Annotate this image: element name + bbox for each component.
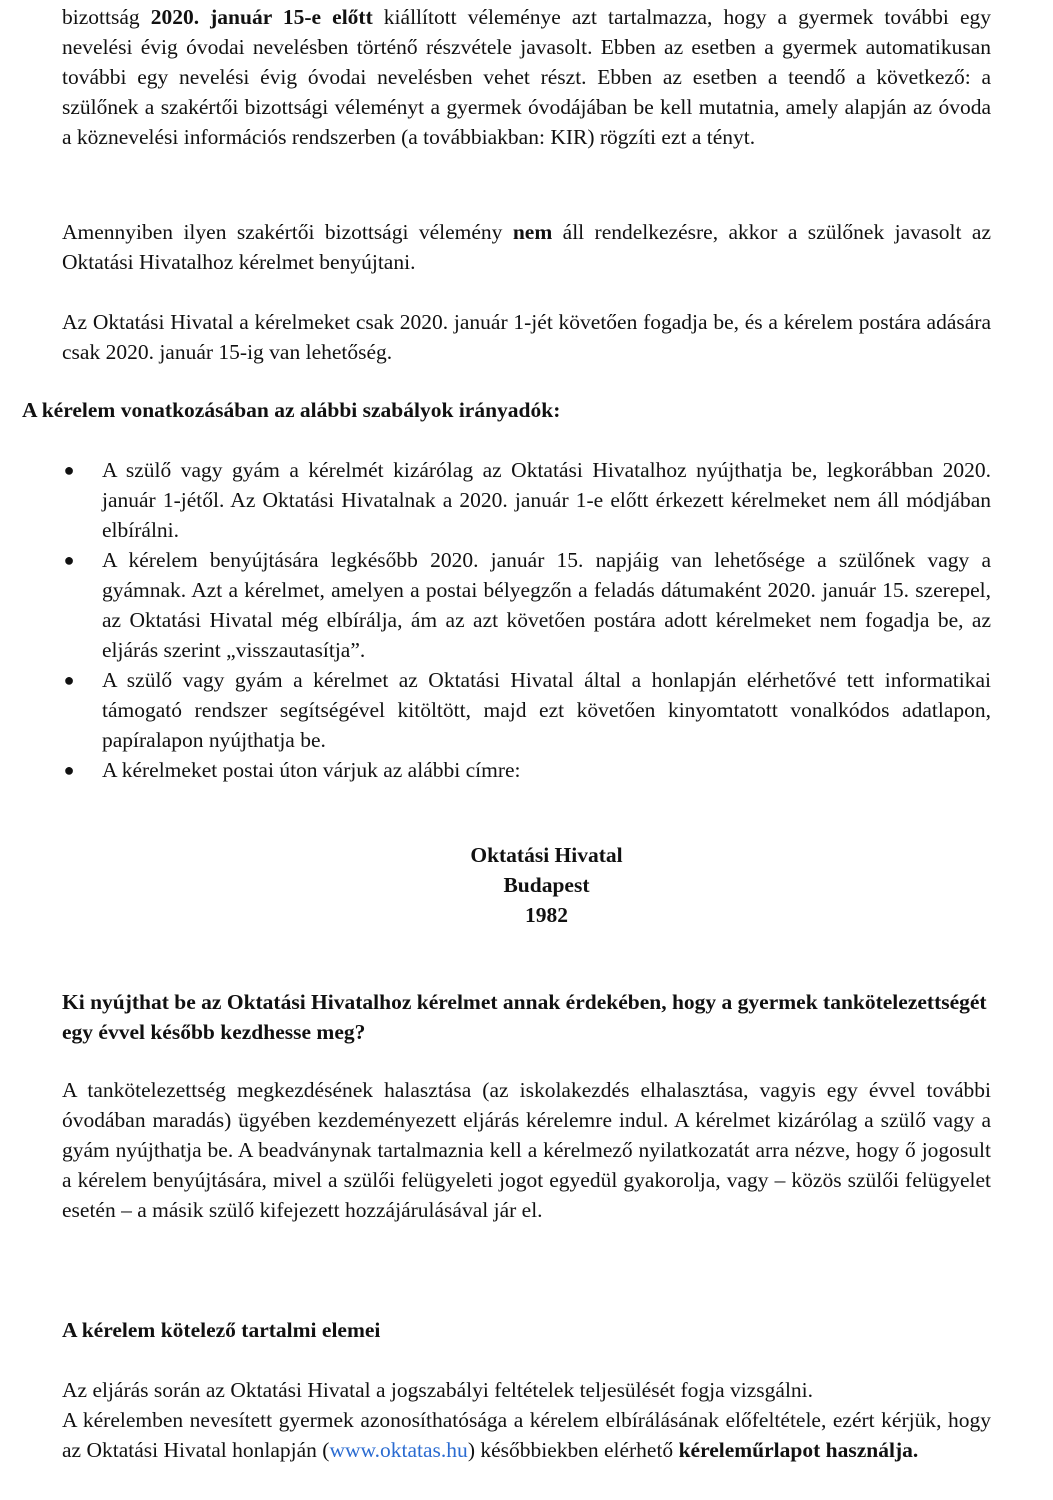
intro-paragraph: [62, 2, 991, 152]
no-opinion-text-rest: áll rendelkezésre, akkor a szülőnek javasolt az Oktatási Hivatalhoz kérelmet benyújtani.: [62, 220, 991, 274]
no-opinion-bold: nem: [512, 220, 553, 244]
list-item-text: A szülő vagy gyám a kérelmet az Oktatási Hivatal által a honlapján elérhetővé tett informatikai támogató rendszer segítségével kitöltött, majd ezt követően kinyomtatott vonalkódos adatlapon, papíralapon nyújthatja be.: [102, 668, 991, 752]
oktatas-website-link[interactable]: www.oktatas.hu: [329, 1438, 468, 1462]
rules-heading: A kérelem vonatkozásában az alábbi szabályok irányadók:: [22, 398, 561, 422]
list-item: [62, 755, 991, 785]
mandatory-contents-heading: A kérelem kötelező tartalmi elemei: [62, 1318, 381, 1342]
bullet-icon: ●: [63, 460, 75, 480]
bullet-icon: ●: [63, 670, 75, 690]
form-usage-bold: kéreleműrlapot használja.: [678, 1438, 919, 1462]
address-postcode: 1982: [525, 903, 568, 927]
no-opinion-paragraph: [62, 217, 991, 277]
bullet-icon: ●: [63, 760, 75, 780]
intro-deadline-bold: 2020. január 15-e előtt: [150, 5, 373, 29]
address-city: Budapest: [503, 873, 590, 897]
who-can-apply-heading: Ki nyújthat be az Oktatási Hivatalhoz kérelmet annak érdekében, hogy a gyermek tankötelezettségét egy évvel később kezdhesse meg?: [62, 990, 987, 1044]
rules-list: [62, 455, 991, 785]
intro-text-rest: kiállított véleménye azt tartalmazza, hogy a gyermek további egy nevelési évig óvodai nevelésben történő részvétele javasolt. Ebben az esetben a gyermek automatikusan további egy nevelési évig óvodai nevelésben vehet részt. Ebben az esetben a teendő a következő: a szülőnek a szakértői bizottsági véleményt a gyermek óvodájában be kell mutatnia, amely alapján az óvoda a köznevelési információs rendszerben (a továbbiakban: KIR) rögzíti ezt a tényt.: [62, 5, 991, 149]
list-item-text: A kérelmeket postai úton várjuk az alábbi címre:: [102, 758, 521, 782]
list-item: [62, 665, 991, 755]
who-can-apply-paragraph: A tankötelezettség megkezdésének halasztása (az iskolakezdés elhalasztása, vagyis egy évvel további óvodában maradás) ügyében kezdeményezett eljárás kérelemre indul. A kérelmet kizárólag a szülő vagy a gyám nyújthatja be. A beadványnak tartalmaznia kell a kérelmező nyilatkozatát arra nézve, hogy ő jogosult a kérelem benyújtására, mivel a szülői felügyeleti jogot egyedül gyakorolja, vagy – közös szülői felügyelet esetén – a másik szülő kifejezett hozzájárulásával jár el.: [62, 1078, 991, 1222]
list-item: [62, 545, 991, 665]
list-item-text: A szülő vagy gyám a kérelmét kizárólag az Oktatási Hivatalhoz nyújthatja be, legkorábban 2020. január 1-jétől. Az Oktatási Hivatalnak a 2020. január 1-e előtt érkezett kérelmeket nem áll módjában elbírálni.: [102, 458, 991, 542]
list-item-text: A kérelem benyújtására legkésőbb 2020. január 15. napjáig van lehetősége a szülőnek vagy a gyámnak. Azt a kérelmet, amelyen a postai bélyegzőn a feladás dátumaként 2020. január 15. szerepel, az Oktatási Hivatal még elbírálja, ám az azt követően postára adott kérelmeket nem fogadja be, az eljárás szerint „visszautasítja”.: [102, 548, 991, 662]
address-name: Oktatási Hivatal: [470, 843, 623, 867]
intro-text-start: bizottság: [62, 5, 151, 29]
identification-text-middle: ) későbbiekben elérhető: [467, 1438, 679, 1462]
examination-paragraph: Az eljárás során az Oktatási Hivatal a jogszabályi feltételek teljesülését fogja vizsgálni.: [62, 1378, 814, 1402]
submission-window-paragraph: Az Oktatási Hivatal a kérelmeket csak 2020. január 1-jét követően fogadja be, és a kérelem postára adására csak 2020. január 15-ig van lehetőség.: [62, 310, 991, 364]
identification-text-start: A kérelemben nevesített gyermek azonosíthatósága a kérelem elbírálásának előfeltétele, ezért kérjük, hogy az Oktatási Hivatal honlapján (: [62, 1408, 991, 1462]
postal-address: [0, 840, 1053, 930]
no-opinion-text-start: Amennyiben ilyen szakértői bizottsági vélemény: [62, 220, 513, 244]
identification-paragraph: [62, 1405, 991, 1465]
bullet-icon: ●: [63, 550, 75, 570]
list-item: [62, 455, 991, 545]
